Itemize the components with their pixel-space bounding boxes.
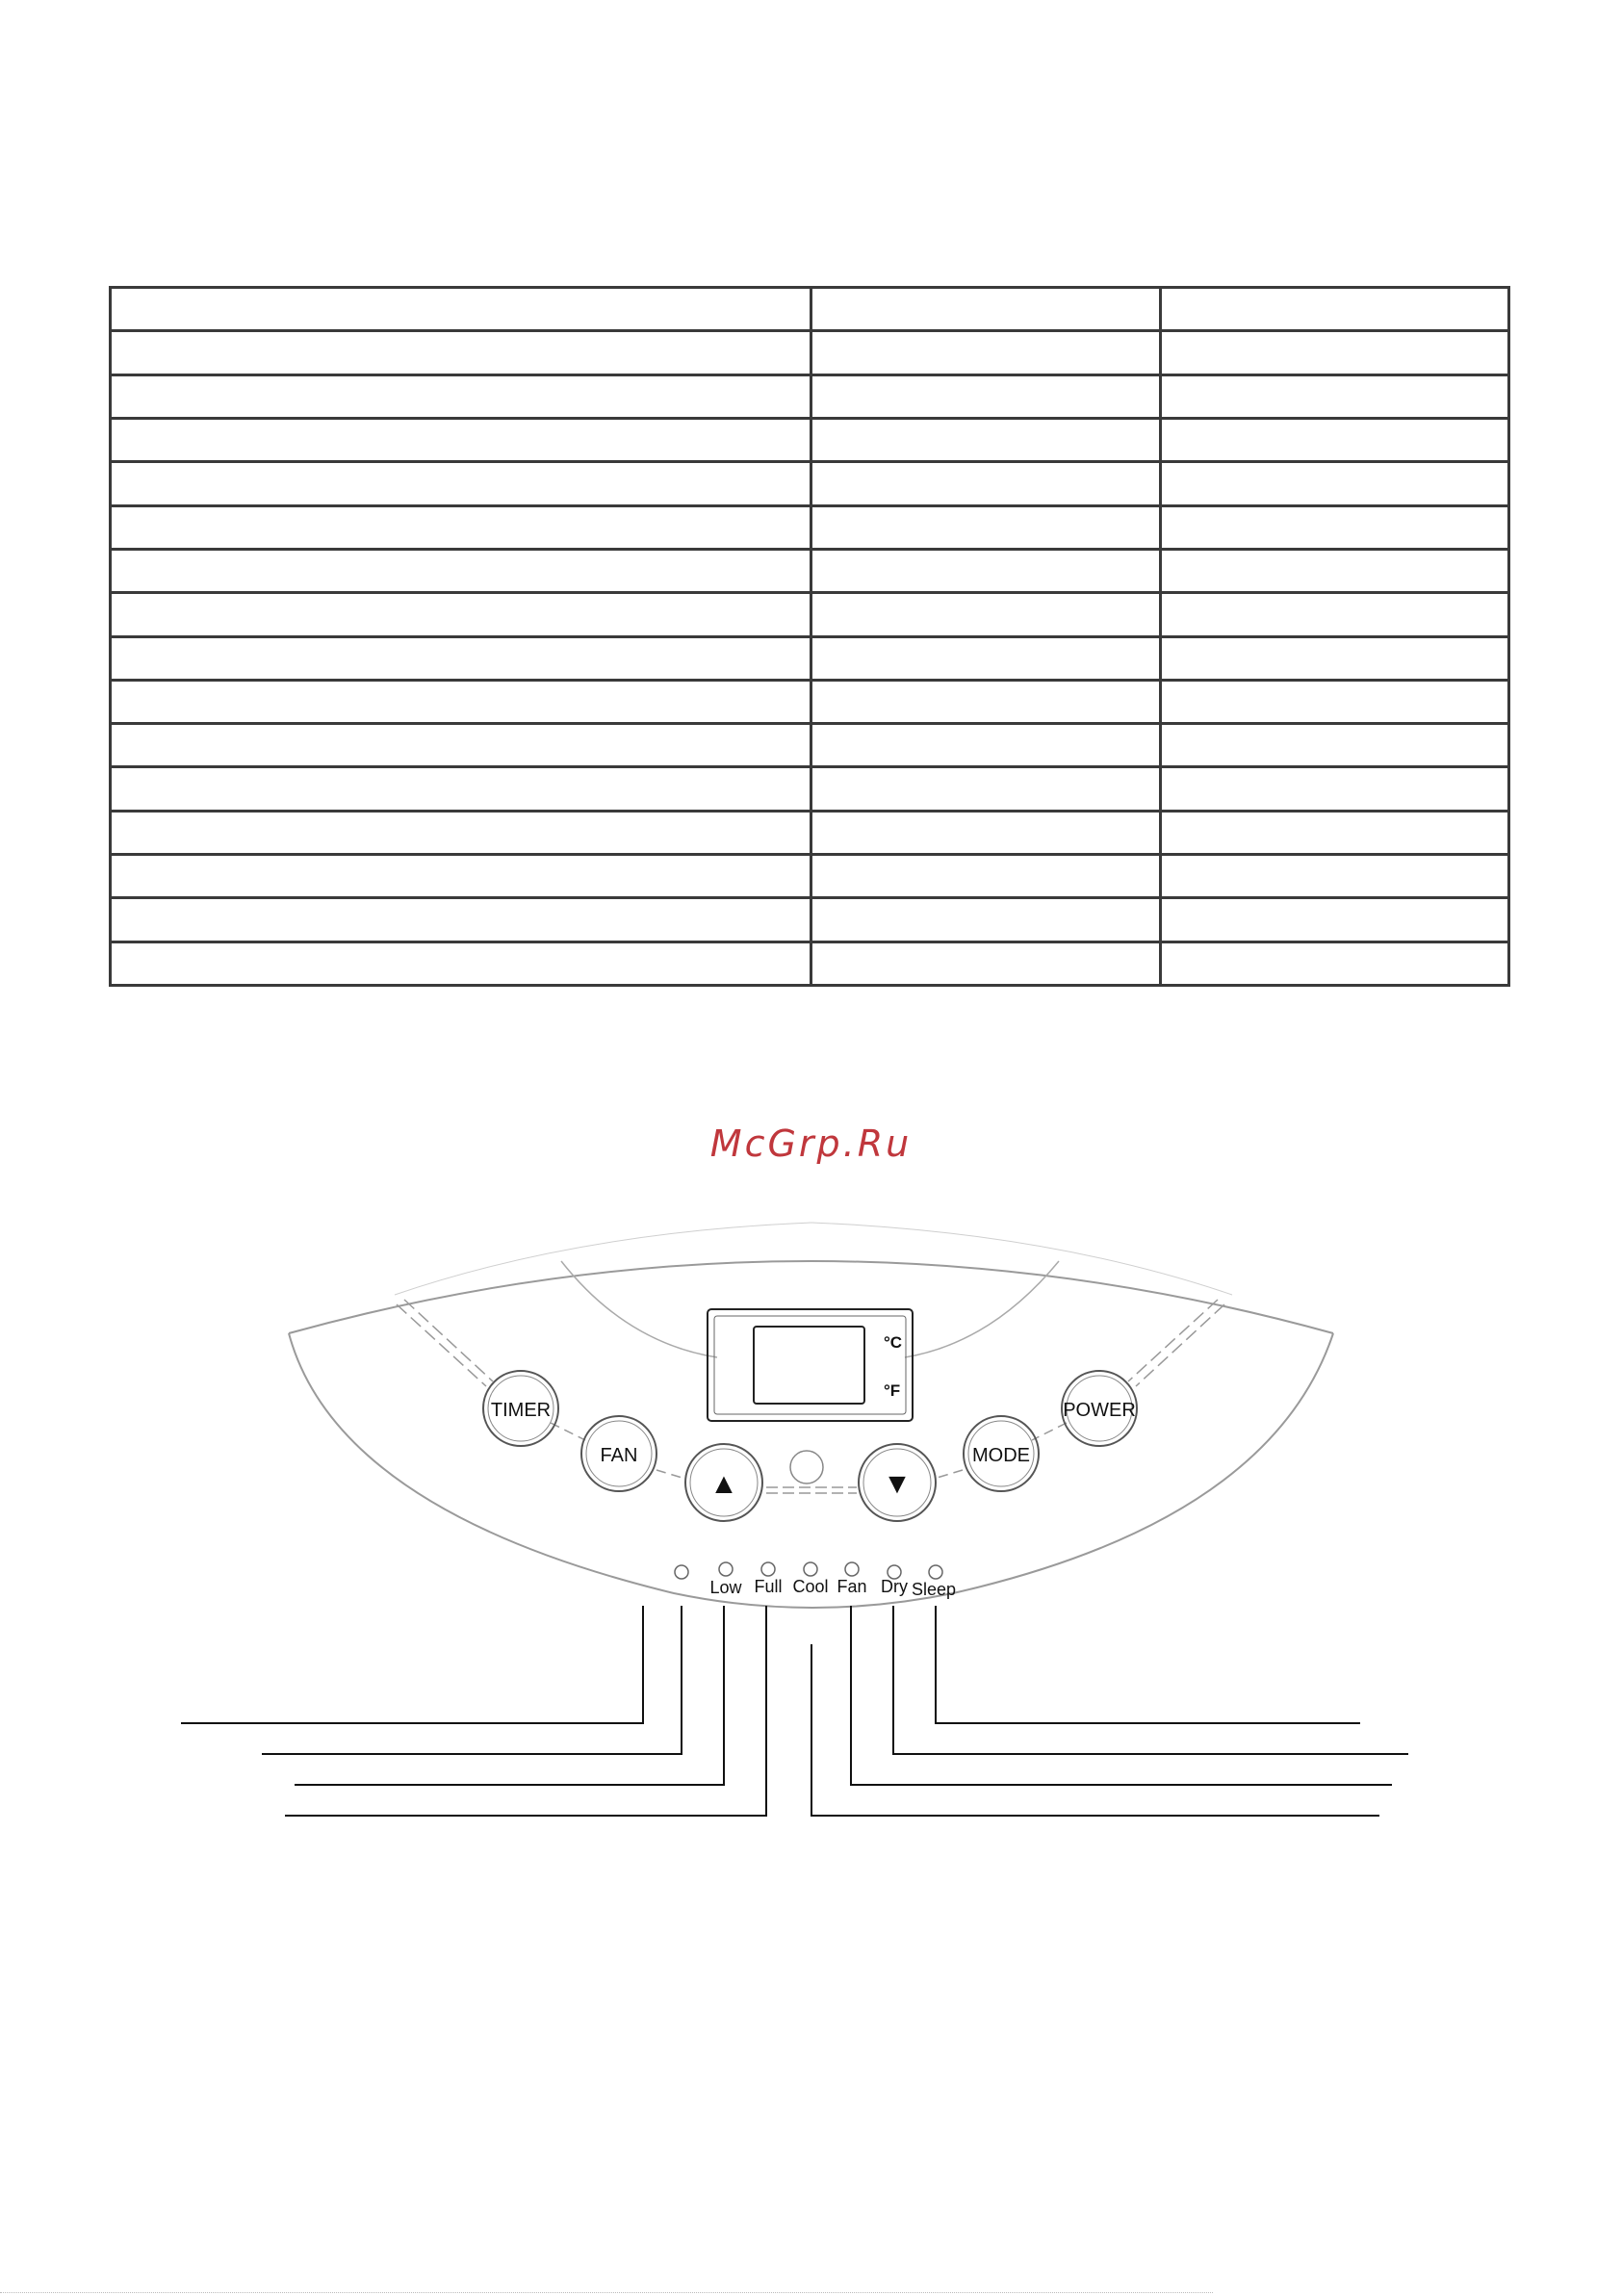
indicator-fan-label: Fan bbox=[837, 1577, 867, 1596]
mode-button[interactable] bbox=[964, 1416, 1039, 1491]
watermark: McGrp.Ru bbox=[709, 1122, 913, 1165]
power-button[interactable] bbox=[1062, 1371, 1137, 1446]
up-arrow-icon: ▲ bbox=[709, 1468, 738, 1500]
unit-celsius: °C bbox=[884, 1333, 903, 1352]
leader-lines bbox=[181, 1606, 1408, 1816]
page-footer-rule bbox=[0, 2292, 1213, 2293]
led-fan bbox=[845, 1562, 859, 1576]
indicator-low-label: Low bbox=[709, 1578, 742, 1597]
led-cool bbox=[804, 1562, 817, 1576]
led-full bbox=[761, 1562, 775, 1576]
indicator-sleep-label: Sleep bbox=[911, 1580, 957, 1599]
up-button[interactable] bbox=[685, 1444, 762, 1521]
led-sleep bbox=[929, 1565, 942, 1579]
display-screen bbox=[754, 1327, 864, 1404]
panel-outline bbox=[289, 1261, 1333, 1333]
timer-button[interactable] bbox=[483, 1371, 558, 1446]
indicator-dry-label: Dry bbox=[881, 1577, 908, 1596]
svg-text:POWER: POWER bbox=[1063, 1400, 1136, 1421]
indicator-full-label: Full bbox=[754, 1577, 783, 1596]
led-low bbox=[719, 1562, 733, 1576]
down-button[interactable] bbox=[859, 1444, 936, 1521]
down-arrow-icon: ▼ bbox=[883, 1468, 912, 1500]
indicator-cool-label: Cool bbox=[792, 1577, 829, 1596]
led-unlabeled bbox=[675, 1565, 688, 1579]
unit-fahrenheit: °F bbox=[884, 1381, 901, 1400]
fan-button[interactable] bbox=[581, 1416, 657, 1491]
svg-text:MODE: MODE bbox=[972, 1445, 1030, 1466]
ir-receiver bbox=[790, 1451, 823, 1483]
svg-text:FAN: FAN bbox=[600, 1445, 638, 1466]
svg-text:TIMER: TIMER bbox=[490, 1400, 552, 1421]
